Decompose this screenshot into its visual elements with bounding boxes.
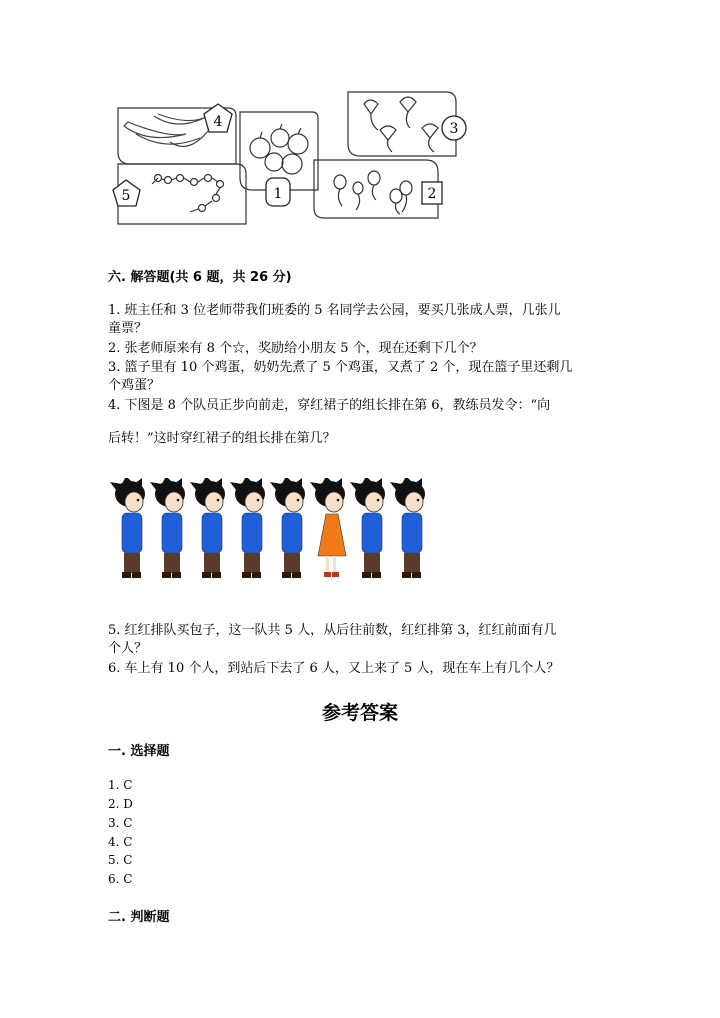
- question-1-line-1: 1. 班主任和 3 位老师带我们班委的 5 名同学去公园，要买几张成人票，几张儿: [108, 303, 561, 318]
- bananas-icon: [124, 110, 212, 146]
- label-4: 4: [213, 114, 223, 130]
- answer-item: 6. C: [108, 872, 133, 886]
- answer-item: 3. C: [108, 816, 133, 830]
- apples-icon: [250, 124, 308, 174]
- label-1: 1: [273, 186, 283, 202]
- bead-chain-icon: [152, 175, 224, 213]
- picture-groups-figure: [108, 86, 480, 228]
- question-4-line-1: 4. 下图是 8 个队员正步向前走，穿红裙子的组长排在第 6，教练员发令：“向: [108, 398, 551, 413]
- answer-item: 2. D: [108, 797, 133, 811]
- question-3-line-2: 个鸡蛋？: [108, 378, 161, 393]
- answers-section-2-heading: 二. 判断题: [108, 910, 170, 925]
- label-5: 5: [121, 188, 131, 204]
- question-6: 6. 车上有 10 个人，到站后下去了 6 人，又上来了 5 人，现在车上有几个人？: [108, 661, 560, 676]
- answer-item: 4. C: [108, 835, 133, 849]
- girl-leader-figure: [310, 478, 346, 577]
- answer-item: 1. C: [108, 778, 133, 792]
- answers-title: 参考答案: [321, 702, 398, 724]
- boy-figure: [350, 478, 385, 578]
- question-1-line-2: 童票？: [108, 321, 148, 336]
- question-2: 2. 张老师原来有 8 个☆，奖励给小朋友 5 个，现在还剩下几个？: [108, 341, 483, 356]
- label-3: 3: [449, 121, 459, 137]
- boy-figure: [190, 478, 225, 578]
- answers-section-1-heading: 一. 选择题: [108, 744, 170, 759]
- team-line-figure: [108, 478, 426, 584]
- section-six-heading: 六. 解答题(共 6 题，共 26 分): [108, 270, 292, 285]
- label-2: 2: [427, 186, 437, 202]
- boy-figure: [150, 478, 185, 578]
- balloons-icon: [334, 171, 412, 214]
- boy-figure: [270, 478, 305, 578]
- answer-item: 5. C: [108, 853, 133, 867]
- kites-icon: [364, 97, 438, 152]
- boy-figure: [390, 478, 425, 578]
- question-3-line-1: 3. 篮子里有 10 个鸡蛋，奶奶先煮了 5 个鸡蛋，又煮了 2 个，现在篮子里还剩几: [108, 360, 573, 375]
- boy-figure: [230, 478, 265, 578]
- question-5-line-1: 5. 红红排队买包子，这一队共 5 人，从后往前数，红红排第 3，红红前面有几: [108, 623, 557, 638]
- question-4-line-2: 后转！”这时穿红裙子的组长排在第几？: [108, 431, 336, 446]
- question-5-line-2: 个人？: [108, 641, 148, 656]
- boy-figure: [110, 478, 145, 578]
- balloons-box: [314, 160, 438, 218]
- kites-box: [348, 92, 456, 156]
